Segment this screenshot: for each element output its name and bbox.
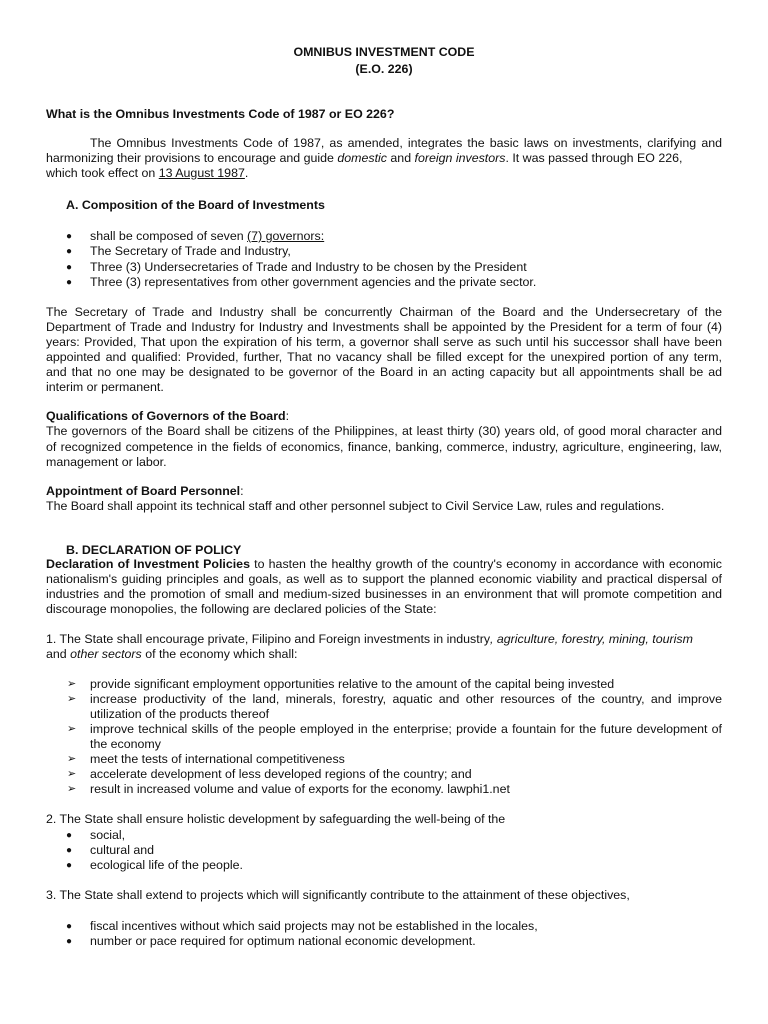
bullet-icon: ● xyxy=(66,830,73,841)
list-item: improve technical skills of the people employed in the enterprise; provide a fountain for the future development of xyxy=(90,722,722,736)
arrow-bullet-icon: ➢ xyxy=(67,693,77,705)
qualifications-line: of recognized competence in the fields of economics, finance, banking, commerce, industry, agriculture, engineering, law, xyxy=(46,440,722,454)
document-subtitle: (E.O. 226) xyxy=(355,62,413,76)
question-heading: What is the Omnibus Investments Code of 1987 or EO 226? xyxy=(46,107,395,121)
intro-line-1: The Omnibus Investments Code of 1987, as amended, integrates the basic laws on investments, clarifying and xyxy=(90,136,722,150)
policy-1-line: and other sectors of the economy which shall: xyxy=(46,647,298,661)
intro-line-2: harmonizing their provisions to encourage and guide domestic and foreign investors. It was passed through EO 226, xyxy=(46,151,683,165)
section-a-heading: A. Composition of the Board of Investments xyxy=(66,198,325,212)
list-item: accelerate development of less developed regions of the country; and xyxy=(90,767,472,781)
document-title: OMNIBUS INVESTMENT CODE xyxy=(293,45,475,59)
bullet-icon: ● xyxy=(66,936,73,947)
bullet-icon: ● xyxy=(66,921,73,932)
board-paragraph-line: The Secretary of Trade and Industry shall be concurrently Chairman of the Board and the Undersecretary of the xyxy=(46,305,722,319)
bullet-icon: ● xyxy=(66,277,73,288)
qualifications-line: The governors of the Board shall be citizens of the Philippines, at least thirty (30) years old, of good moral character and xyxy=(46,424,722,438)
bullet-icon: ● xyxy=(66,246,73,257)
list-item: provide significant employment opportunities relative to the amount of the capital being invested xyxy=(90,677,615,691)
arrow-bullet-icon: ➢ xyxy=(67,678,77,690)
effective-date: 13 August 1987 xyxy=(158,166,245,180)
qualifications-line: management or labor. xyxy=(46,455,167,469)
list-item: cultural and xyxy=(90,843,155,857)
board-paragraph-line: appointed and qualified: Provided, further, That no vacancy shall be filled except for the unexpired portion of any term, xyxy=(46,350,722,364)
declaration-line: Declaration of Investment Policies to hasten the healthy growth of the country's economy in accordance with economic xyxy=(46,557,722,571)
arrow-bullet-icon: ➢ xyxy=(67,753,77,765)
policy-3-line: 3. The State shall extend to projects which will significantly contribute to the attainment of these objectives, xyxy=(46,888,630,902)
list-item: utilization of the products thereof xyxy=(90,707,270,721)
bullet-icon: ● xyxy=(66,845,73,856)
list-item: social, xyxy=(90,828,126,842)
declaration-line: industries and the promotion of small and medium-sized businesses in an environment that will promote competition and xyxy=(46,587,722,601)
list-item: The Secretary of Trade and Industry, xyxy=(90,244,291,258)
board-paragraph-line: Department of Trade and Industry for Industry and Investments shall be appointed by the President for a term of four (4) xyxy=(46,320,722,334)
board-paragraph-line: years: Provided, That upon the expiration of his term, a governor shall serve as such until his successor shall have been xyxy=(46,335,722,349)
declaration-line: discourage monopolies, the following are declared policies of the State: xyxy=(46,602,437,616)
policy-2-line: 2. The State shall ensure holistic development by safeguarding the well-being of the xyxy=(46,812,506,826)
section-b-heading: B. DECLARATION OF POLICY xyxy=(66,543,242,557)
qualifications-heading: Qualifications of Governors of the Board: xyxy=(46,409,290,423)
board-paragraph-line: and that no one may be designated to be governor of the Board in an acting capacity but all appointments shall be ad xyxy=(46,365,722,379)
appointment-text: The Board shall appoint its technical staff and other personnel subject to Civil Service Law, rules and regulations. xyxy=(46,499,665,513)
list-item: shall be composed of seven (7) governors: xyxy=(90,229,325,243)
list-item: increase productivity of the land, minerals, forestry, aquatic and other resources of the country, and improve xyxy=(90,692,722,706)
declaration-line: nationalism's guiding principles and goals, as well as to support the planned economic viability and practical dispersal of xyxy=(46,572,722,586)
board-paragraph-line: interim or permanent. xyxy=(46,380,164,394)
list-item: result in increased volume and value of exports for the economy. lawphi1.net xyxy=(90,782,510,796)
list-item: fiscal incentives without which said projects may not be established in the locales, xyxy=(90,919,538,933)
appointment-heading: Appointment of Board Personnel: xyxy=(46,484,244,498)
bullet-icon: ● xyxy=(66,231,73,242)
list-item: meet the tests of international competitiveness xyxy=(90,752,345,766)
list-item: Three (3) representatives from other government agencies and the private sector. xyxy=(90,275,537,289)
arrow-bullet-icon: ➢ xyxy=(67,768,77,780)
list-item: number or pace required for optimum national economic development. xyxy=(90,934,476,948)
bullet-icon: ● xyxy=(66,262,73,273)
arrow-bullet-icon: ➢ xyxy=(67,723,77,735)
list-item: ecological life of the people. xyxy=(90,858,243,872)
policy-1-line: 1. The State shall encourage private, Filipino and Foreign investments in industry, agriculture, forestry, mining, tourism xyxy=(46,632,693,646)
intro-line-3: which took effect on 13 August 1987. xyxy=(46,166,249,180)
list-item: Three (3) Undersecretaries of Trade and Industry to be chosen by the President xyxy=(90,260,527,274)
list-item: the economy xyxy=(90,737,161,751)
bullet-icon: ● xyxy=(66,860,73,871)
arrow-bullet-icon: ➢ xyxy=(67,783,77,795)
